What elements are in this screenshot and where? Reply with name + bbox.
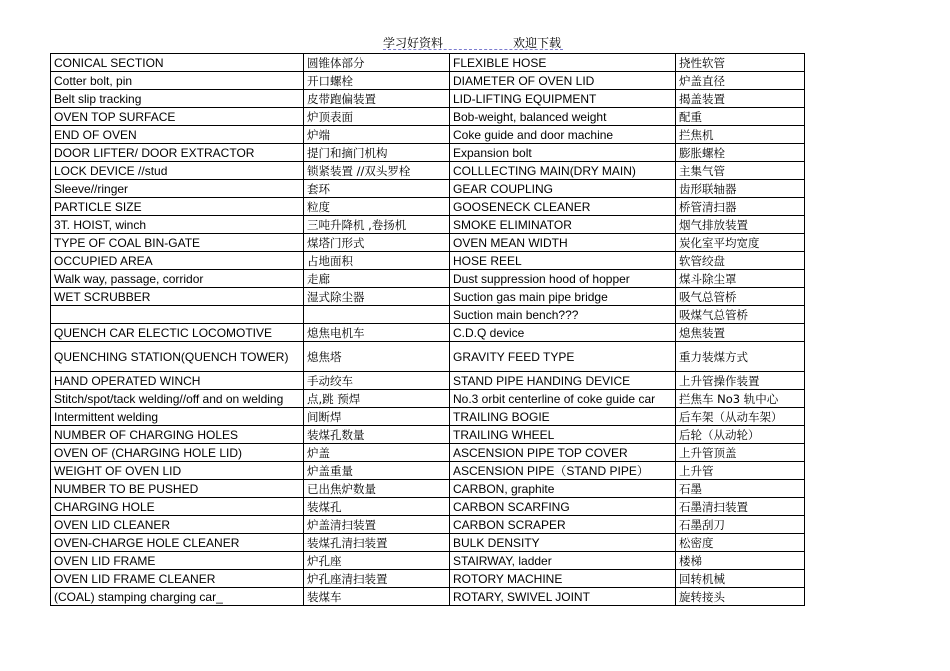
chinese-term-right: 揭盖装置 (676, 90, 805, 108)
chinese-term-left: 炉盖清扫装置 (304, 516, 450, 534)
english-term-right: No.3 orbit centerline of coke guide car (450, 390, 676, 408)
english-term-left: PARTICLE SIZE (51, 198, 304, 216)
chinese-term-right: 炭化室平均宽度 (676, 234, 805, 252)
chinese-term-left: 装煤车 (304, 588, 450, 606)
chinese-term-left: 三吨升降机 ,卷扬机 (304, 216, 450, 234)
chinese-term-right: 上升管顶盖 (676, 444, 805, 462)
english-term-left: OVEN TOP SURFACE (51, 108, 304, 126)
chinese-term-left: 走廊 (304, 270, 450, 288)
english-term-left: HAND OPERATED WINCH (51, 372, 304, 390)
table-row (51, 552, 805, 570)
english-term-right: ROTARY, SWIVEL JOINT (450, 588, 676, 606)
english-term-right: CARBON SCRAPER (450, 516, 676, 534)
table-row (51, 306, 805, 324)
chinese-term-left: 炉盖重量 (304, 462, 450, 480)
english-term-left: WEIGHT OF OVEN LID (51, 462, 304, 480)
table-row (51, 516, 805, 534)
chinese-term-right: 挠性软管 (676, 54, 805, 72)
chinese-term-right: 软管绞盘 (676, 252, 805, 270)
english-term-left: Stitch/spot/tack welding//off and on welding (51, 390, 304, 408)
english-term-left: NUMBER TO BE PUSHED (51, 480, 304, 498)
chinese-term-left: 炉孔座 (304, 552, 450, 570)
english-term-right: GRAVITY FEED TYPE (450, 342, 676, 372)
english-term-left: (COAL) stamping charging car_ (51, 588, 304, 606)
chinese-term-left: 间断焊 (304, 408, 450, 426)
english-term-left: QUENCH CAR ELECTIC LOCOMOTIVE (51, 324, 304, 342)
chinese-term-right: 拦焦车 No3 轨中心 (676, 390, 805, 408)
chinese-term-right: 桥管清扫器 (676, 198, 805, 216)
english-term-right: DIAMETER OF OVEN LID (450, 72, 676, 90)
table-row (51, 588, 805, 606)
english-term-left: OVEN LID FRAME CLEANER (51, 570, 304, 588)
english-term-left: OVEN OF (CHARGING HOLE LID) (51, 444, 304, 462)
english-term-left (51, 306, 304, 324)
chinese-term-right: 吸气总管桥 (676, 288, 805, 306)
chinese-term-right: 回转机械 (676, 570, 805, 588)
header-right-text: 欢迎下载 (513, 36, 562, 50)
chinese-term-left: 已出焦炉数量 (304, 480, 450, 498)
chinese-term-left: 粒度 (304, 198, 450, 216)
table-row (51, 498, 805, 516)
table-row (51, 108, 805, 126)
chinese-term-left: 点,跳 预焊 (304, 390, 450, 408)
english-term-right: FLEXIBLE HOSE (450, 54, 676, 72)
english-term-right: GEAR COUPLING (450, 180, 676, 198)
english-term-right: STAND PIPE HANDING DEVICE (450, 372, 676, 390)
english-term-left: END OF OVEN (51, 126, 304, 144)
english-term-right: Suction main bench??? (450, 306, 676, 324)
table-row (51, 126, 805, 144)
chinese-term-left: 炉端 (304, 126, 450, 144)
table-row (51, 72, 805, 90)
table-row (51, 534, 805, 552)
english-term-left: Walk way, passage, corridor (51, 270, 304, 288)
english-term-right: CARBON SCARFING (450, 498, 676, 516)
chinese-term-left: 炉顶表面 (304, 108, 450, 126)
english-term-right: ASCENSION PIPE（STAND PIPE） (450, 462, 676, 480)
english-term-left: Belt slip tracking (51, 90, 304, 108)
table-row (51, 462, 805, 480)
english-term-left: Intermittent welding (51, 408, 304, 426)
english-term-right: SMOKE ELIMINATOR (450, 216, 676, 234)
chinese-term-left: 圆锥体部分 (304, 54, 450, 72)
english-term-right: STAIRWAY, ladder (450, 552, 676, 570)
chinese-term-left: 装煤孔 (304, 498, 450, 516)
table-row (51, 180, 805, 198)
chinese-term-right: 炉盖直径 (676, 72, 805, 90)
english-term-right: Suction gas main pipe bridge (450, 288, 676, 306)
english-term-right: CARBON, graphite (450, 480, 676, 498)
table-row (51, 144, 805, 162)
chinese-term-left: 开口螺栓 (304, 72, 450, 90)
table-row (51, 390, 805, 408)
english-term-right: COLLLECTING MAIN(DRY MAIN) (450, 162, 676, 180)
table-row (51, 90, 805, 108)
table-row (51, 216, 805, 234)
table-row (51, 444, 805, 462)
chinese-term-left: 手动绞车 (304, 372, 450, 390)
chinese-term-right: 上升管操作装置 (676, 372, 805, 390)
chinese-term-left: 熄焦电机车 (304, 324, 450, 342)
english-term-right: Coke guide and door machine (450, 126, 676, 144)
glossary-table (50, 53, 805, 606)
english-term-left: Sleeve//ringer (51, 180, 304, 198)
english-term-left: WET SCRUBBER (51, 288, 304, 306)
english-term-left: LOCK DEVICE //stud (51, 162, 304, 180)
chinese-term-right: 主集气管 (676, 162, 805, 180)
chinese-term-left: 煤塔门形式 (304, 234, 450, 252)
table-row (51, 324, 805, 342)
table-row (51, 408, 805, 426)
chinese-term-right: 松密度 (676, 534, 805, 552)
english-term-left: TYPE OF COAL BIN-GATE (51, 234, 304, 252)
chinese-term-right: 熄焦装置 (676, 324, 805, 342)
english-term-left: CHARGING HOLE (51, 498, 304, 516)
chinese-term-right: 楼梯 (676, 552, 805, 570)
english-term-right: ROTORY MACHINE (450, 570, 676, 588)
chinese-term-right: 齿形联轴器 (676, 180, 805, 198)
chinese-term-left: 装煤孔清扫装置 (304, 534, 450, 552)
english-term-right: LID-LIFTING EQUIPMENT (450, 90, 676, 108)
english-term-left: QUENCHING STATION(QUENCH TOWER) (51, 342, 304, 372)
chinese-term-right: 石墨清扫装置 (676, 498, 805, 516)
english-term-left: DOOR LIFTER/ DOOR EXTRACTOR (51, 144, 304, 162)
chinese-term-right: 后车架（从动车架） (676, 408, 805, 426)
english-term-left: OVEN LID FRAME (51, 552, 304, 570)
english-term-right: OVEN MEAN WIDTH (450, 234, 676, 252)
chinese-term-right: 煤斗除尘罩 (676, 270, 805, 288)
table-row (51, 234, 805, 252)
table-row (51, 480, 805, 498)
chinese-term-right: 拦焦机 (676, 126, 805, 144)
chinese-term-right: 重力装煤方式 (676, 342, 805, 372)
chinese-term-right: 烟气排放装置 (676, 216, 805, 234)
chinese-term-left: 皮带跑偏装置 (304, 90, 450, 108)
table-row (51, 570, 805, 588)
english-term-right: GOOSENECK CLEANER (450, 198, 676, 216)
english-term-right: C.D.Q device (450, 324, 676, 342)
chinese-term-left (304, 306, 450, 324)
chinese-term-right: 旋转接头 (676, 588, 805, 606)
chinese-term-left: 熄焦塔 (304, 342, 450, 372)
english-term-right: ASCENSION PIPE TOP COVER (450, 444, 676, 462)
english-term-left: 3T. HOIST, winch (51, 216, 304, 234)
chinese-term-left: 占地面积 (304, 252, 450, 270)
english-term-right: Bob-weight, balanced weight (450, 108, 676, 126)
table-row (51, 270, 805, 288)
english-term-left: Cotter bolt, pin (51, 72, 304, 90)
table-row (51, 372, 805, 390)
chinese-term-left: 湿式除尘器 (304, 288, 450, 306)
table-row (51, 342, 805, 372)
table-row (51, 252, 805, 270)
chinese-term-right: 吸煤气总管桥 (676, 306, 805, 324)
table-row (51, 54, 805, 72)
chinese-term-left: 炉盖 (304, 444, 450, 462)
chinese-term-left: 套环 (304, 180, 450, 198)
table-row (51, 426, 805, 444)
english-term-right: Dust suppression hood of hopper (450, 270, 676, 288)
table-row (51, 288, 805, 306)
chinese-term-right: 石墨 (676, 480, 805, 498)
english-term-right: BULK DENSITY (450, 534, 676, 552)
table-row (51, 162, 805, 180)
chinese-term-right: 膨胀螺栓 (676, 144, 805, 162)
chinese-term-left: 提门和摘门机构 (304, 144, 450, 162)
english-term-left: CONICAL SECTION (51, 54, 304, 72)
glossary-table-body (51, 54, 805, 606)
english-term-right: TRAILING BOGIE (450, 408, 676, 426)
english-term-left: OVEN-CHARGE HOLE CLEANER (51, 534, 304, 552)
table-row (51, 198, 805, 216)
chinese-term-left: 炉孔座清扫装置 (304, 570, 450, 588)
english-term-right: Expansion bolt (450, 144, 676, 162)
english-term-left: OVEN LID CLEANER (51, 516, 304, 534)
chinese-term-right: 石墨刮刀 (676, 516, 805, 534)
chinese-term-left: 锁紧装置 //双头罗栓 (304, 162, 450, 180)
chinese-term-left: 装煤孔数量 (304, 426, 450, 444)
chinese-term-right: 配重 (676, 108, 805, 126)
header-left-text: 学习好资料 (383, 36, 444, 50)
english-term-left: OCCUPIED AREA (51, 252, 304, 270)
english-term-right: HOSE REEL (450, 252, 676, 270)
chinese-term-right: 上升管 (676, 462, 805, 480)
english-term-left: NUMBER OF CHARGING HOLES (51, 426, 304, 444)
header-underline (383, 49, 563, 50)
chinese-term-right: 后轮（从动轮） (676, 426, 805, 444)
english-term-right: TRAILING WHEEL (450, 426, 676, 444)
